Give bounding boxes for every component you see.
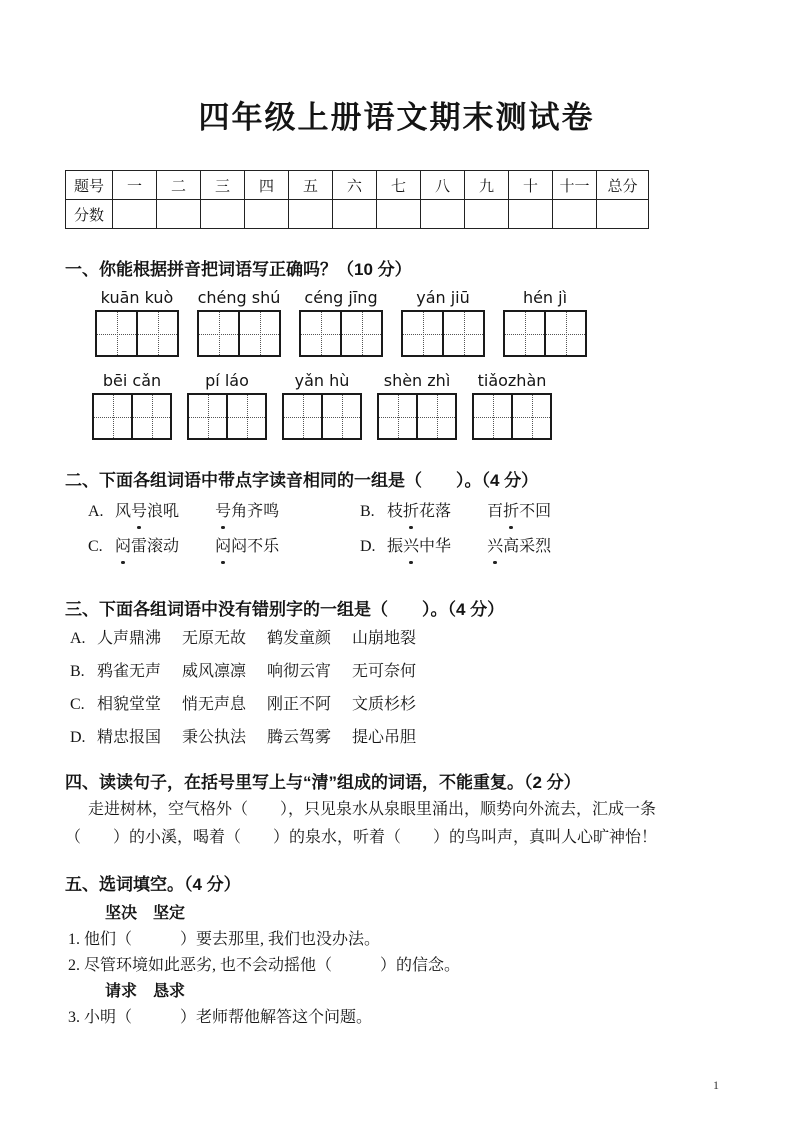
- option-label: C.: [88, 538, 103, 555]
- option-word: [115, 538, 179, 555]
- q4-heading: 四、读读句子，在括号里写上与“清”组成的词语，不能重复。（2 分）: [65, 773, 581, 792]
- writing-box-cell: [511, 395, 550, 438]
- score-row-label: 分数: [66, 200, 113, 229]
- char: 百: [487, 503, 504, 520]
- writing-box-cell: [97, 312, 136, 355]
- section-q3: [65, 599, 730, 749]
- char: 不: [519, 503, 536, 520]
- char: 不: [247, 538, 264, 555]
- writing-box-pair: [401, 310, 485, 357]
- option-word: 腾云驾雾: [267, 729, 332, 746]
- char: 鸣: [263, 503, 280, 520]
- option-row: [70, 661, 730, 683]
- char: 高: [503, 538, 520, 555]
- option-word: 鹤发童颜: [267, 630, 332, 647]
- page-title: 四年级上册语文期末测试卷: [198, 100, 595, 135]
- q4-line-2: （ ）的小溪，喝着（ ）的泉水，听着（ ）的鸟叫声，真叫人心旷神怡！: [65, 829, 658, 846]
- option-label: C.: [70, 696, 85, 713]
- writing-box-cell: [474, 395, 511, 438]
- option-label: B.: [70, 663, 85, 680]
- char: 中: [419, 538, 436, 555]
- dotted-char: 闷: [115, 536, 131, 558]
- char: 角: [231, 503, 248, 520]
- char: 动: [163, 538, 180, 555]
- char: 落: [435, 503, 452, 520]
- q1-heading: 一、你能根据拼音把词语写正确吗？（10 分）: [65, 260, 412, 279]
- section-q2: [65, 470, 730, 558]
- char: 华: [435, 538, 452, 555]
- score-value-row: [66, 200, 649, 229]
- option-row: [88, 536, 360, 558]
- option-word: [215, 538, 279, 555]
- writing-box-cell: [544, 312, 585, 355]
- score-header-cell: 九: [465, 171, 509, 200]
- option-word: 鸦雀无声: [97, 663, 162, 680]
- char: 乐: [263, 538, 280, 555]
- score-value-cell: [421, 200, 465, 229]
- pinyin-label: shèn zhì: [383, 371, 451, 390]
- option-word: 文质杉杉: [352, 696, 417, 713]
- option-word: [487, 538, 551, 555]
- writing-box-cell: [416, 395, 455, 438]
- section-q5: [65, 874, 730, 1031]
- writing-box-pair: [503, 310, 587, 357]
- pinyin-label: bēi cǎn: [102, 371, 162, 390]
- char: 枝: [387, 503, 404, 520]
- q3-options: [70, 628, 730, 749]
- writing-box-pair: [187, 393, 267, 440]
- writing-box-cell: [136, 312, 177, 355]
- writing-box-cell: [226, 395, 265, 438]
- q3-heading: 三、下面各组词语中没有错别字的一组是（ ）。（4 分）: [65, 600, 505, 619]
- option-word: [387, 503, 451, 520]
- score-value-cell: [553, 200, 597, 229]
- q5-heading: 五、选词填空。（4 分）: [65, 875, 241, 894]
- pinyin-group: [282, 370, 362, 440]
- option-word: 刚正不阿: [267, 696, 332, 713]
- pinyin-group: [299, 287, 383, 357]
- q5-body: [65, 901, 730, 1031]
- pinyin-group: [187, 370, 267, 440]
- option-word: 提心吊胆: [352, 729, 417, 746]
- score-header-cell: 十一: [553, 171, 597, 200]
- writing-box-pair: [472, 393, 552, 440]
- dotted-char: 兴: [403, 536, 419, 558]
- option-row: [360, 501, 730, 523]
- score-value-cell: [113, 200, 157, 229]
- score-value-cell: [333, 200, 377, 229]
- q2-options: [88, 501, 730, 558]
- score-value-cell: [245, 200, 289, 229]
- pinyin-group: [401, 287, 485, 357]
- option-word: 无原无故: [182, 630, 247, 647]
- writing-box-pair: [299, 310, 383, 357]
- score-header-row: [66, 171, 649, 200]
- option-row: [88, 501, 360, 523]
- pinyin-label: kuān kuò: [100, 288, 174, 307]
- dotted-char: 号: [131, 501, 147, 523]
- pinyin-group: [95, 287, 179, 357]
- option-row: [360, 536, 730, 558]
- char: 吼: [163, 503, 180, 520]
- score-header-cell: 总分: [597, 171, 649, 200]
- pinyin-label: yǎn hù: [294, 371, 350, 390]
- option-label: A.: [70, 630, 86, 647]
- dotted-char: 折: [503, 501, 519, 523]
- pinyin-label: pí láo: [205, 371, 249, 390]
- writing-box-cell: [403, 312, 442, 355]
- writing-box-cell: [379, 395, 416, 438]
- q5-word-pair-2: 请求 恳求: [105, 983, 186, 1000]
- q5-item: 3. 小明（ ）老师帮他解答这个问题。: [68, 1009, 373, 1026]
- char: 雷: [131, 538, 148, 555]
- page-content: [0, 170, 793, 1031]
- option-word: [115, 503, 179, 520]
- score-table: [65, 170, 649, 229]
- char: 浪: [147, 503, 164, 520]
- option-word: [487, 503, 551, 520]
- score-value-cell: [509, 200, 553, 229]
- writing-box-cell: [94, 395, 131, 438]
- score-header-cell: 十: [509, 171, 553, 200]
- score-header-cell: 六: [333, 171, 377, 200]
- writing-box-cell: [340, 312, 381, 355]
- option-row: [70, 628, 730, 650]
- pinyin-group: [197, 287, 281, 357]
- q1-writing-rows: [65, 287, 730, 440]
- q5-item: 1. 他们（ ）要去那里, 我们也没办法。: [68, 931, 381, 948]
- option-row: [70, 694, 730, 716]
- pinyin-label: céng jīng: [304, 288, 378, 307]
- page-number: 1: [713, 1078, 719, 1092]
- pinyin-label: tiǎozhàn: [477, 371, 547, 390]
- option-label: A.: [88, 503, 104, 520]
- q5-item: 2. 尽管环境如此恶劣, 也不会动摇他（ ）的信念。: [68, 957, 461, 974]
- char: 闷: [231, 538, 248, 555]
- option-word: 悄无声息: [182, 696, 247, 713]
- dotted-char: 兴: [487, 536, 503, 558]
- pinyin-group: [503, 287, 587, 357]
- option-word: 秉公执法: [182, 729, 247, 746]
- writing-box-pair: [377, 393, 457, 440]
- pinyin-label: yán jiū: [416, 288, 470, 307]
- q4-line-1: 走进树林，空气格外（ ），只见泉水从泉眼里涌出，顺势向外流去，汇成一条: [88, 801, 657, 818]
- score-value-cell: [465, 200, 509, 229]
- option-word: 威风凛凛: [182, 663, 247, 680]
- option-word: 响彻云宵: [267, 663, 332, 680]
- option-label: D.: [360, 538, 376, 555]
- pinyin-label: hén jì: [522, 288, 568, 307]
- q5-items-2: [65, 1005, 730, 1031]
- pinyin-group: [472, 370, 552, 440]
- char: 烈: [535, 538, 552, 555]
- option-word: 相貌堂堂: [97, 696, 162, 713]
- pinyin-row: [92, 370, 730, 440]
- pinyin-group: [377, 370, 457, 440]
- section-q1: [65, 259, 730, 440]
- dotted-char: 闷: [215, 536, 231, 558]
- score-value-cell: [157, 200, 201, 229]
- score-header-cell: 四: [245, 171, 289, 200]
- writing-box-cell: [238, 312, 279, 355]
- pinyin-group: [92, 370, 172, 440]
- writing-box-pair: [197, 310, 281, 357]
- score-header-cell: 三: [201, 171, 245, 200]
- writing-box-pair: [95, 310, 179, 357]
- writing-box-cell: [442, 312, 483, 355]
- writing-box-cell: [321, 395, 360, 438]
- writing-box-cell: [131, 395, 170, 438]
- option-word: 山崩地裂: [352, 630, 417, 647]
- score-header-cell: 一: [113, 171, 157, 200]
- option-label: B.: [360, 503, 375, 520]
- char: 采: [519, 538, 536, 555]
- score-value-cell: [201, 200, 245, 229]
- option-label: D.: [70, 729, 86, 746]
- dotted-char: 号: [215, 501, 231, 523]
- score-header-cell: 二: [157, 171, 201, 200]
- option-word: 精忠报国: [97, 729, 162, 746]
- option-word: 人声鼎沸: [97, 630, 162, 647]
- writing-box-pair: [282, 393, 362, 440]
- score-header-cell: 八: [421, 171, 465, 200]
- score-header-cell: 七: [377, 171, 421, 200]
- score-header-cell: 五: [289, 171, 333, 200]
- q2-heading: 二、下面各组词语中带点字读音相同的一组是（ ）。（4 分）: [65, 471, 539, 490]
- char: 齐: [247, 503, 264, 520]
- char: 滚: [147, 538, 164, 555]
- writing-box-cell: [189, 395, 226, 438]
- char: 振: [387, 538, 404, 555]
- writing-box-cell: [505, 312, 544, 355]
- writing-box-cell: [284, 395, 321, 438]
- char: 风: [115, 503, 132, 520]
- writing-box-cell: [199, 312, 238, 355]
- pinyin-row: [95, 287, 730, 357]
- option-word: 无可奈何: [352, 663, 417, 680]
- writing-box-cell: [301, 312, 340, 355]
- section-q4: [65, 772, 730, 852]
- score-value-cell: [377, 200, 421, 229]
- writing-box-pair: [92, 393, 172, 440]
- score-row-label: 题号: [66, 171, 113, 200]
- score-value-cell: [597, 200, 649, 229]
- option-word: [215, 503, 279, 520]
- pinyin-label: chéng shú: [197, 288, 281, 307]
- char: 回: [535, 503, 552, 520]
- q5-word-pair-1: 坚决 坚定: [105, 905, 186, 922]
- char: 花: [419, 503, 436, 520]
- q5-items-1: [65, 927, 730, 979]
- dotted-char: 折: [403, 501, 419, 523]
- option-word: [387, 538, 451, 555]
- option-row: [70, 727, 730, 749]
- score-value-cell: [289, 200, 333, 229]
